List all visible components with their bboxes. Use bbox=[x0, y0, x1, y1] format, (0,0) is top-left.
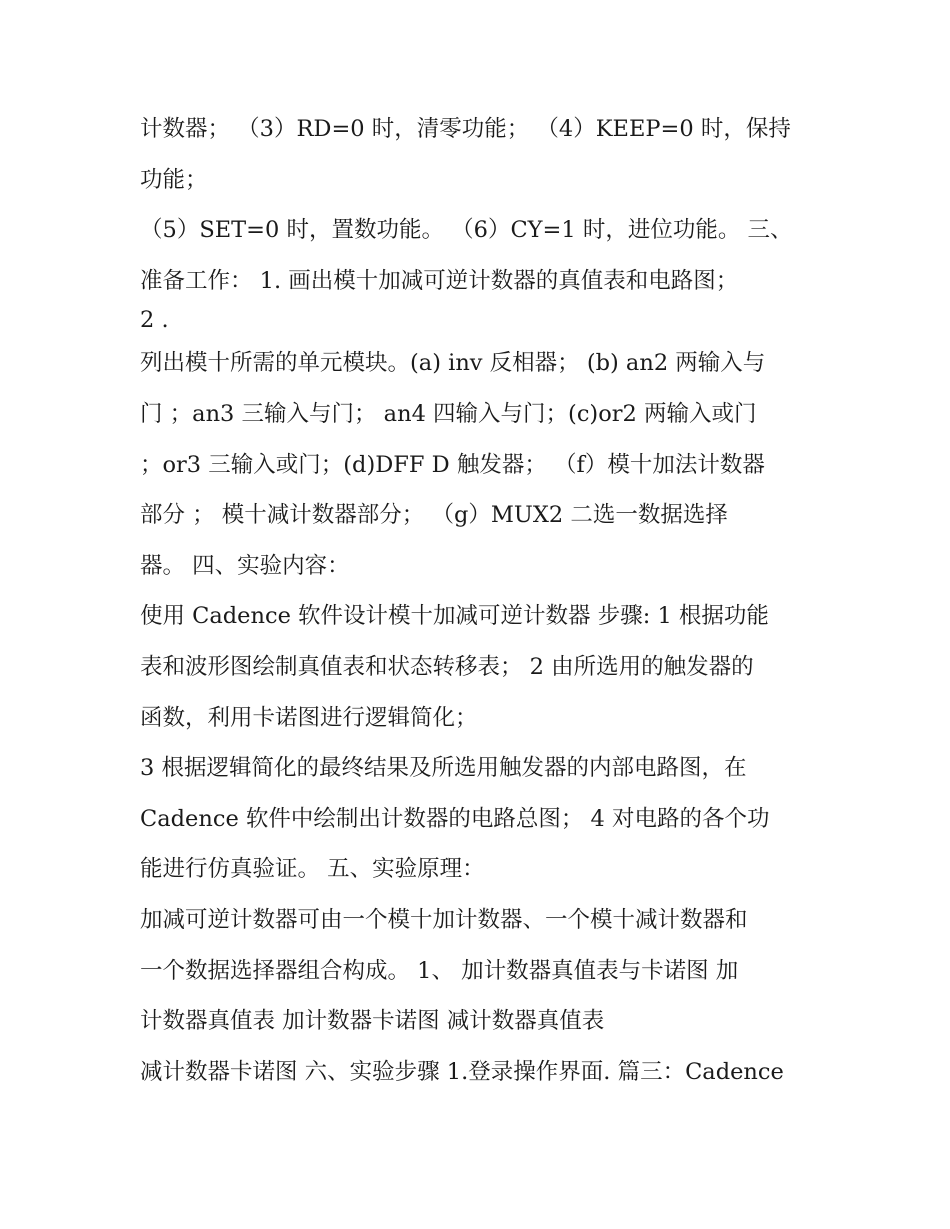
text-line: 一个数据选择器组合构成。 1、 加计数器真值表与卡诺图 加 bbox=[140, 957, 739, 984]
text-line: 减计数器卡诺图 六、实验步骤 1.登录操作界面. 篇三：Cadence bbox=[140, 1058, 784, 1085]
text-line: 能进行仿真验证。 五、实验原理： bbox=[140, 856, 485, 883]
text-line: 列出模十所需的单元模块。(a) inv 反相器； (b) an2 两输入与 bbox=[140, 350, 766, 377]
text-line: 表和波形图绘制真值表和状态转移表； 2 由所选用的触发器的 bbox=[140, 653, 754, 680]
text-line: 部分 ； 模十减计数器部分； （g）MUX2 二选一数据选择 bbox=[140, 502, 728, 529]
text-line: 器。 四、实验内容： bbox=[140, 552, 350, 579]
text-line: 功能； bbox=[140, 166, 208, 193]
text-line: 门 ；an3 三输入与门； an4 四输入与门；(c)or2 两输入或门 bbox=[140, 400, 757, 427]
text-line: （5）SET=0 时，置数功能。 （6）CY=1 时，进位功能。 三、 bbox=[140, 217, 793, 244]
text-line: 计数器； （3）RD=0 时，清零功能； （4）KEEP=0 时，保持 bbox=[140, 116, 791, 142]
text-line: 计数器真值表 加计数器卡诺图 减计数器真值表 bbox=[140, 1008, 605, 1035]
body-text bbox=[140, 104, 830, 1097]
text-line: Cadence 软件中绘制出计数器的电路总图； 4 对电路的各个功 bbox=[140, 805, 770, 832]
text-line: 准备工作： 1. 画出模十加减可逆计数器的真值表和电路图； bbox=[140, 267, 739, 294]
text-line: 2 . bbox=[140, 307, 169, 334]
text-line: 使用 Cadence 软件设计模十加减可逆计数器 步骤: 1 根据功能 bbox=[140, 603, 769, 630]
text-line: ；or3 三输入或门；(d)DFF D 触发器； （f）模十加法计数器 bbox=[140, 451, 765, 478]
text-line: 3 根据逻辑简化的最终结果及所选用触发器的内部电路图，在 bbox=[140, 755, 747, 782]
text-line: 加减可逆计数器可由一个模十加计数器、一个模十减计数器和 bbox=[140, 906, 748, 933]
text-line: 函数，利用卡诺图进行逻辑简化； bbox=[140, 704, 478, 731]
